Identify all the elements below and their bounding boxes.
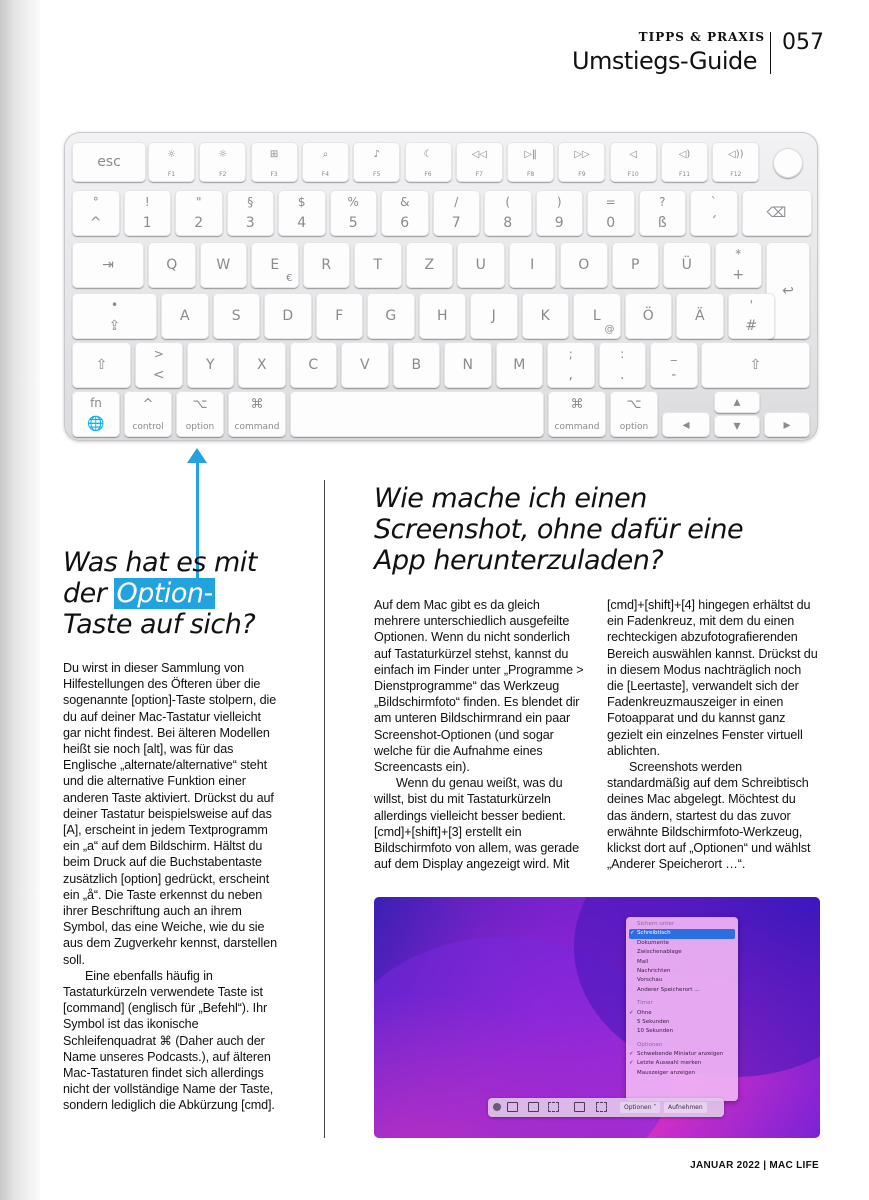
key-lower: 3 [245, 215, 255, 231]
letter-key [573, 293, 621, 339]
key-alt-char: @ [604, 324, 615, 335]
shift-left-key [72, 342, 131, 388]
letter-key [161, 293, 209, 339]
key-upper: > [153, 347, 164, 361]
shift-right-key [701, 342, 810, 388]
function-key [507, 142, 554, 182]
key-label: F11 [678, 171, 691, 178]
key-lower: < [152, 367, 165, 383]
menu-item [629, 929, 735, 938]
key-icon: ◁◁ [471, 149, 487, 160]
key-label: F6 [424, 171, 432, 178]
key-lower: 7 [451, 215, 461, 231]
key-label: Z [424, 257, 435, 273]
key-lower: ⇪ [108, 318, 121, 334]
left-article-body [63, 660, 277, 1114]
space-key [290, 391, 544, 437]
menu-item-label: Letzte Auswahl merken [637, 1060, 702, 1067]
key-label: O [578, 257, 590, 273]
key-label: F5 [373, 171, 381, 178]
command-key-right [548, 391, 606, 437]
key-upper: * [735, 247, 742, 261]
key-label: F1 [167, 171, 176, 178]
function-key [148, 142, 195, 182]
function-key [661, 142, 708, 182]
caps-lock-key [72, 293, 157, 339]
number-key [433, 190, 481, 236]
key-symbol: ⌥ [626, 397, 642, 412]
key-label: D [282, 308, 294, 324]
paragraph: Auf dem Mac gibt es da gleich mehrere unterschiedlich ausgefeilte Optionen. Wenn du nicht sonderlich auf Tastaturkürzel stehst, kannst du einfach im Finder unter „Programme > Dienstprogramme“ das Werkzeug „Bildschirmfoto“ finden. Es blendet dir am unteren Bildschirmrand ein paar Screenshot-Optionen (und sogar welche für die Aufnahme eines Screencasts ein). [374, 598, 584, 775]
menu-item-label: Mail [637, 958, 649, 965]
key-upper: / [454, 195, 459, 209]
key-icon: ☼ [167, 149, 176, 160]
key-upper: ) [556, 195, 562, 209]
function-key [610, 142, 657, 182]
key-label: V [359, 357, 370, 373]
key-icon: ◁) [678, 149, 691, 160]
key-icon: ▷‖ [524, 149, 537, 160]
right-heading-line: Wie mache ich einen [374, 483, 647, 514]
menu-item-label: Ohne [637, 1009, 652, 1016]
left-heading [63, 547, 323, 640]
menu-item-label: Schreibtisch [637, 930, 671, 937]
key-label: Ü [681, 257, 692, 273]
letter-key [213, 293, 261, 339]
letter-key [187, 342, 235, 388]
key-label: Ö [642, 308, 654, 324]
number-key [227, 190, 275, 236]
left-heading-line [63, 578, 323, 609]
letter-key [367, 293, 415, 339]
menu-item [626, 967, 738, 976]
key-upper: ! [144, 195, 150, 209]
capture-selection-icon [548, 1102, 559, 1112]
key-label: ↩ [782, 282, 794, 299]
delete-key [742, 190, 812, 236]
page-title: Umstiegs-Guide [571, 47, 757, 75]
tab-key [72, 242, 144, 288]
key-label: J [491, 308, 496, 324]
fn-key [72, 391, 120, 437]
key-upper: ' [749, 298, 753, 312]
key-lower: # [745, 318, 758, 334]
letter-key [135, 342, 183, 388]
paragraph: [cmd]+[shift]+[4] hingegen erhältst du ein Fadenkreuz, mit dem du einen rechteckigen abzufotografierenden Bereich auswählen kannst. Drückst du in diesem Modus nachträglich noch die [Leertaste], verwandelt sich der Fadenkreuzmauszeiger in einen Fotoapparat und du kannst ganz gezielt ein einzelnes Fenster virtuell ablichten. [607, 598, 818, 758]
key-label: K [540, 308, 550, 324]
number-key [175, 190, 223, 236]
menu-item-label: Anderer Speicherort ... [637, 986, 700, 993]
key-label: Y [205, 357, 215, 373]
key-label: B [411, 357, 422, 373]
key-label: ⇧ [95, 357, 108, 373]
menu-section-header [626, 920, 738, 929]
key-upper: fn [90, 396, 102, 410]
function-key [199, 142, 246, 182]
letter-key [251, 242, 299, 288]
key-label: C [308, 357, 319, 373]
arrow-left-key [662, 412, 710, 437]
letter-key [393, 342, 441, 388]
key-lower: ´ [710, 215, 718, 231]
key-lower: ß [657, 215, 667, 231]
option-highlight: Option- [116, 578, 213, 609]
key-lower: 4 [297, 215, 307, 231]
number-key [124, 190, 172, 236]
letter-key [650, 342, 698, 388]
key-label: H [436, 308, 448, 324]
checkmark-icon: ✓ [630, 930, 635, 937]
key-label: F3 [270, 171, 278, 178]
menu-section-header [626, 999, 738, 1008]
right-heading-line: App herunterzuladen? [374, 545, 664, 576]
key-label: F9 [578, 171, 586, 178]
left-heading-line: Was hat es mit [63, 547, 257, 578]
menu-item [626, 1059, 738, 1068]
key-label: I [530, 257, 535, 273]
option-key-right [610, 391, 658, 437]
capture-screen-icon [507, 1102, 518, 1112]
letter-key [599, 342, 647, 388]
letter-key [715, 242, 763, 288]
key-lower: ^ [89, 215, 102, 231]
menu-item-label: 10 Sekunden [637, 1028, 673, 1035]
key-upper: & [400, 195, 410, 209]
screenshot-toolbar [488, 1098, 724, 1117]
record-screen-icon [574, 1102, 585, 1112]
letter-key [509, 242, 557, 288]
key-label: ▾ [733, 418, 741, 434]
function-key [456, 142, 503, 182]
key-upper: ` [710, 195, 717, 209]
function-key [353, 142, 400, 182]
key-icon: ☼ [218, 149, 228, 160]
key-upper: ( [505, 195, 511, 209]
paragraph: Du wirst in dieser Sammlung von Hilfestellungen des Öfteren über die sogenannte [option]-Taste stolpern, die du auf deiner Mac-Tastatur vielleicht gar nicht findest. Bei älteren Modellen heißt sie noch [alt], was für das Englische „alternate/alternative“ steht und die alternative Funktion einer anderen Taste aktiviert. Drückst du auf deiner Tastatur beispielsweise auf das [A], erscheint in jedem Textprogramm ein „a“ auf dem Bildschirm. Hältst du beim Druck auf die Buchstabentaste zusätzlich [option] gedrückt, erscheint ein „å“. Die Taste erkennst du neben ihrer Beschriftung auch an ihrem Symbol, das eine Weiche, wie du sie aus dem Zugverkehr kennst, darstellen soll. [63, 661, 278, 967]
key-label: option [619, 422, 649, 432]
key-label: ⇧ [749, 357, 762, 373]
key-upper: : [620, 347, 625, 361]
key-label: F8 [526, 171, 535, 178]
letter-key [522, 293, 570, 339]
letter-key [496, 342, 544, 388]
arrow-down-key [714, 415, 760, 437]
key-label: U [475, 257, 486, 273]
key-upper: % [347, 195, 359, 209]
number-key [587, 190, 635, 236]
key-label: F [335, 308, 344, 324]
key-upper: = [605, 195, 616, 209]
checkmark-icon: ✓ [629, 1051, 634, 1058]
record-selection-icon [596, 1102, 607, 1112]
close-icon [493, 1103, 501, 1111]
menu-item-label: Mauszeiger anzeigen [637, 1069, 696, 1076]
number-key [72, 190, 120, 236]
key-upper: § [247, 195, 254, 209]
key-label: command [234, 422, 280, 432]
number-key [484, 190, 532, 236]
paragraph: Eine ebenfalls häufig in Tastaturkürzeln verwendete Taste ist [command] (englisch für „Befehl“). Ihr Symbol ist das ikonische Schleifenquadrat ⌘ (Daher auch der Name unseres Podcasts.), auf älteren Mac-Tastaturen findet sich allerdings nicht der vollständige Name der Taste, sondern lediglich die Abkürzung [cmd]. [63, 968, 275, 1113]
key-label: X [256, 357, 267, 373]
options-menu [626, 917, 738, 1101]
options-button: Optionen ˅ [620, 1102, 660, 1113]
number-key [536, 190, 584, 236]
key-lower: 6 [400, 215, 410, 231]
menu-item [626, 948, 738, 957]
key-icon: ⊞ [269, 149, 279, 160]
key-label: Ä [694, 308, 705, 324]
key-label: ▸ [783, 416, 791, 433]
column-divider [324, 480, 325, 1138]
key-label: command [554, 422, 600, 432]
key-upper: ° [92, 195, 99, 209]
key-lower: 1 [142, 215, 152, 231]
number-key [330, 190, 378, 236]
key-label: T [373, 257, 383, 273]
page-footer: JANUAR 2022 | MAC LIFE [690, 1160, 819, 1171]
key-lower: 2 [194, 215, 204, 231]
section-label: TIPPS & PRAXIS [638, 30, 765, 44]
arrow-up-key [714, 391, 760, 413]
left-heading-line: Taste auf sich? [63, 609, 256, 640]
keyboard-image [64, 132, 818, 441]
key-label: Q [166, 257, 178, 273]
key-label: option [185, 422, 215, 432]
right-heading [374, 483, 834, 576]
letter-key [625, 293, 673, 339]
menu-item [626, 986, 738, 995]
touch-id-key [773, 148, 803, 178]
menu-item [626, 1050, 738, 1059]
key-alt-char: € [286, 273, 293, 284]
right-article-column-2 [607, 597, 819, 872]
letter-key [316, 293, 364, 339]
key-upper: ? [659, 195, 666, 209]
checkmark-icon: ✓ [629, 1060, 634, 1067]
number-key [278, 190, 326, 236]
key-icon: ♪ [373, 149, 380, 160]
function-key [558, 142, 605, 182]
key-label: A [179, 308, 190, 324]
key-label: esc [97, 154, 121, 170]
control-key [124, 391, 172, 437]
right-article-column-1 [374, 597, 586, 872]
letter-key [200, 242, 248, 288]
page-number: 057 [782, 30, 824, 55]
key-lower: 5 [348, 215, 358, 231]
letter-key [303, 242, 351, 288]
key-label: W [216, 257, 231, 273]
right-heading-line: Screenshot, ohne dafür eine [374, 514, 744, 545]
key-label: L [592, 308, 601, 324]
function-key [302, 142, 349, 182]
menu-item [626, 1018, 738, 1027]
key-symbol: ⌘ [250, 397, 264, 412]
key-lower: - [671, 367, 677, 383]
number-key [381, 190, 429, 236]
key-lower: . [620, 367, 625, 383]
option-key-left [176, 391, 224, 437]
letter-key [444, 342, 492, 388]
menu-item-label: Zwischenablage [637, 949, 682, 956]
menu-item-label: 5 Sekunden [637, 1018, 670, 1025]
key-label: ▴ [733, 394, 741, 410]
number-key [639, 190, 687, 236]
menu-item-label: Nachrichten [637, 967, 671, 974]
key-label: S [231, 308, 241, 324]
menu-item [626, 958, 738, 967]
function-key [251, 142, 298, 182]
letter-key [470, 293, 518, 339]
key-icon: ⌕ [322, 149, 329, 160]
capture-window-icon [528, 1102, 539, 1112]
menu-item-label: Optionen [637, 1041, 663, 1048]
menu-item [626, 976, 738, 985]
menu-item-label: Dokumente [637, 939, 669, 946]
menu-section-header [626, 1041, 738, 1050]
key-label: F4 [321, 171, 330, 178]
menu-item-label: Timer [637, 1000, 653, 1007]
letter-key [663, 242, 711, 288]
letter-key [406, 242, 454, 288]
key-label: P [631, 257, 640, 273]
key-label: E [270, 257, 280, 273]
page-spine-shadow [0, 0, 40, 1200]
key-upper: _ [670, 347, 677, 361]
key-lower: 🌐 [87, 416, 105, 432]
function-key [712, 142, 759, 182]
key-icon: ◁ [629, 149, 638, 160]
letter-key [612, 242, 660, 288]
key-upper: $ [297, 195, 306, 209]
key-label: ⌫ [766, 205, 787, 221]
letter-key [560, 242, 608, 288]
key-upper: " [195, 195, 202, 209]
number-key [690, 190, 738, 236]
menu-item-label: Vorschau [637, 977, 663, 984]
checkmark-icon: ✓ [629, 1009, 634, 1016]
letter-key [238, 342, 286, 388]
key-label: ⇥ [102, 257, 114, 273]
letter-key [419, 293, 467, 339]
key-symbol: ⌘ [570, 397, 584, 412]
menu-item [626, 1009, 738, 1018]
menu-item [626, 939, 738, 948]
letter-key [148, 242, 196, 288]
key-label: control [132, 422, 164, 432]
key-lower: 9 [554, 215, 564, 231]
key-lower: 0 [606, 215, 616, 231]
key-label: G [385, 308, 397, 324]
key-lower: 8 [503, 215, 513, 231]
left-heading-pre: der [63, 578, 115, 609]
record-button: Aufnehmen [664, 1102, 707, 1113]
esc-key [72, 142, 146, 182]
key-icon: ☾ [423, 149, 433, 160]
command-key-left [228, 391, 286, 437]
header-divider [770, 32, 771, 74]
menu-item-label: Schwebende Miniatur anzeigen [637, 1051, 724, 1058]
letter-key [290, 342, 338, 388]
letter-key [264, 293, 312, 339]
letter-key [676, 293, 724, 339]
key-upper: • [110, 298, 119, 312]
key-label: F2 [219, 171, 227, 178]
screenshot-image [374, 897, 820, 1138]
key-label: R [321, 257, 332, 273]
key-symbol: ^ [142, 397, 154, 412]
menu-item-label: Sichern unter [637, 921, 675, 927]
key-label: N [462, 357, 473, 373]
key-upper: ; [568, 347, 573, 361]
key-label: F7 [475, 171, 483, 178]
letter-key [354, 242, 402, 288]
key-lower: , [568, 367, 573, 383]
key-icon: ◁)) [728, 149, 744, 160]
menu-item [626, 1027, 738, 1036]
paragraph: Wenn du genau weißt, was du willst, bist du mit Tastaturkürzeln allerdings vielleicht besser bedient. [cmd]+[shift]+[3] erstellt ein Bildschirmfoto von allem, was gerade auf dem Display angezeigt wird. Mit [374, 776, 579, 872]
letter-key [457, 242, 505, 288]
key-label: M [513, 357, 526, 373]
key-label: ◂ [682, 416, 690, 433]
key-label: F10 [627, 171, 639, 178]
arrow-right-key [764, 412, 810, 437]
function-key [405, 142, 452, 182]
key-icon: ▷▷ [574, 149, 590, 160]
key-symbol: ⌥ [192, 397, 208, 412]
paragraph: Screenshots werden standardmäßig auf dem Schreibtisch deines Mac abgelegt. Möchtest du das ändern, startest du das zuvor erwähnte Bildschirmfoto-Werkzeug, klickst dort auf „Optionen“ und wählst „Anderer Speicherort …“. [607, 760, 811, 872]
menu-item [626, 1069, 738, 1078]
letter-key [728, 293, 776, 339]
key-label: F12 [730, 171, 742, 178]
key-lower: + [732, 267, 745, 283]
letter-key [341, 342, 389, 388]
letter-key [547, 342, 595, 388]
